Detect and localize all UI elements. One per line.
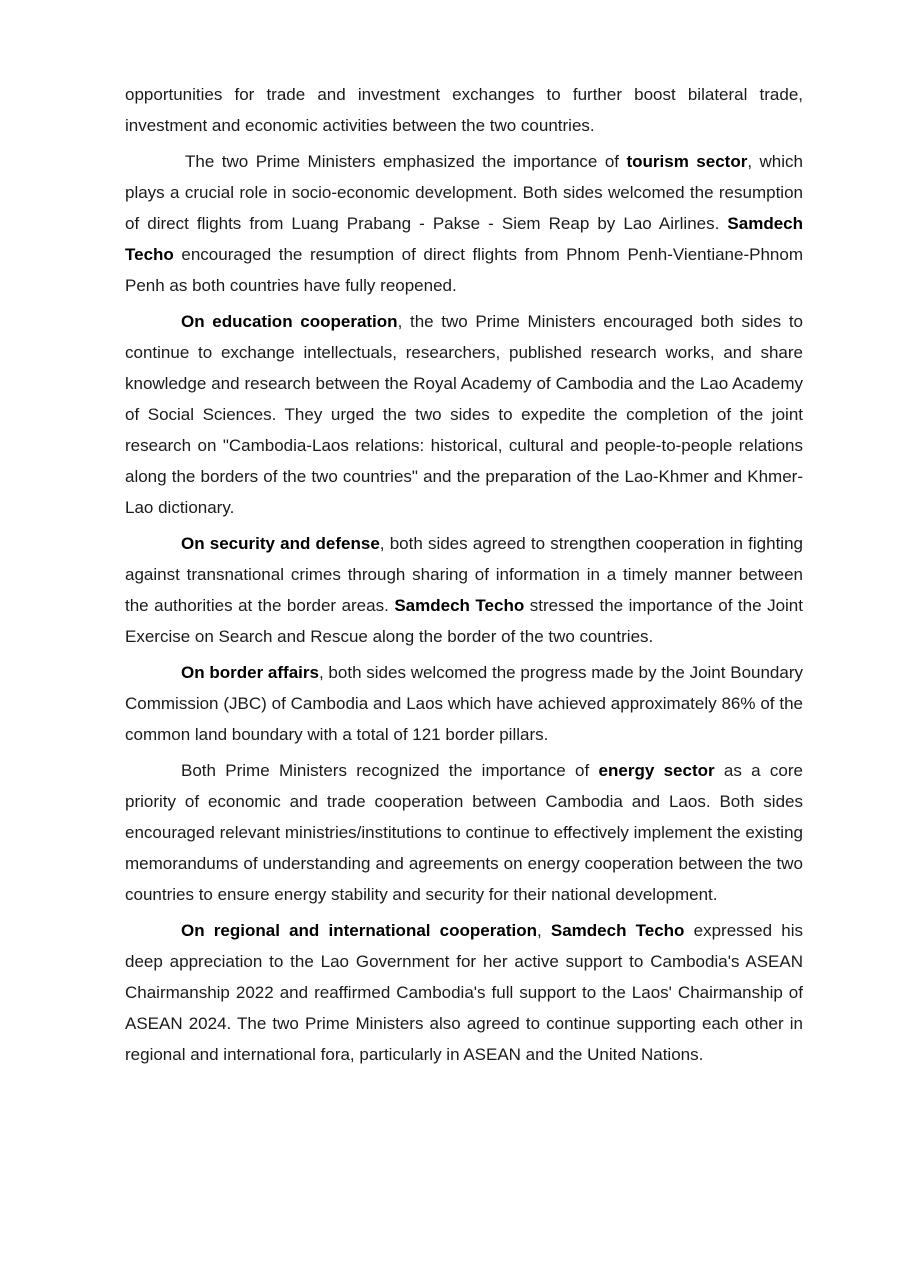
paragraph-border — [125, 657, 803, 750]
bold-phrase-tourism-sector: tourism sector — [626, 152, 748, 171]
bold-phrase-border-affairs: On border affairs — [181, 663, 319, 682]
text-segment: as a core priority of economic and trade cooperation between Cambodia and Laos. Both sides encouraged relevant ministries/institutions to continue to effectively implement the existing memorandums of understanding and agreements on energy cooperation between the two countries to ensure energy stability and security for their national development. — [125, 761, 803, 904]
text-segment: encouraged the resumption of direct flights from Phnom Penh-Vientiane-Phnom Penh as both countries have fully reopened. — [125, 245, 803, 295]
text-segment: , both sides agreed to strengthen cooperation in fighting against transnational crimes through sharing of information in a timely manner between the authorities at the border areas. — [125, 534, 803, 615]
text-segment: opportunities for trade and investment exchanges to further boost bilateral trade, investment and economic activities between the two countries. — [125, 85, 803, 135]
bold-phrase-regional-cooperation: On regional and international cooperation — [181, 921, 537, 940]
bold-phrase-security-defense: On security and defense — [181, 534, 380, 553]
text-segment: The two Prime Ministers emphasized the importance of — [185, 152, 627, 171]
bold-phrase-energy-sector: energy sector — [598, 761, 715, 780]
paragraph-tourism — [125, 146, 803, 301]
bold-phrase-education-cooperation: On education cooperation — [181, 312, 398, 331]
bold-phrase-samdech-techo: Samdech Techo — [394, 596, 525, 615]
text-segment: , the two Prime Ministers encouraged both sides to continue to exchange intellectuals, researchers, published research works, and share knowledge and research between the Royal Academy of Cambodia and the Lao Academy of Social Sciences. They urged the two sides to expedite the completion of the joint research on "Cambodia-Laos relations: historical, cultural and people-to-people relations along the borders of the two countries" and the preparation of the Lao-Khmer and Khmer-Lao dictionary. — [125, 312, 804, 517]
paragraph-energy — [125, 755, 803, 910]
paragraph-security — [125, 528, 803, 652]
paragraph-regional — [125, 915, 803, 1070]
paragraph-education — [125, 306, 803, 523]
text-segment: stressed the importance of the Joint Exercise on Search and Rescue along the border of the two countries. — [125, 596, 803, 646]
bold-phrase-samdech-techo: Samdech Techo — [125, 214, 803, 264]
text-segment: expressed his deep appreciation to the Lao Government for her active support to Cambodia's ASEAN Chairmanship 2022 and reaffirmed Cambodia's full support to the Laos' Chairmanship of ASEAN 2024. The two Prime Ministers also agreed to continue supporting each other in regional and international fora, particularly in ASEAN and the United Nations. — [125, 921, 803, 1064]
document-page — [125, 79, 803, 1075]
text-segment: Both Prime Ministers recognized the importance of — [181, 761, 599, 780]
text-segment: , both sides welcomed the progress made by the Joint Boundary Commission (JBC) of Cambodia and Laos which have achieved approximately 86% of the common land boundary with a total of 121 border pillars. — [125, 663, 804, 744]
paragraph-trade-continuation — [125, 79, 803, 141]
text-segment: , — [536, 921, 551, 940]
bold-phrase-samdech-techo: Samdech Techo — [550, 921, 685, 940]
text-segment: , which plays a crucial role in socio-economic development. Both sides welcomed the resumption of direct flights from Luang Prabang - Pakse - Siem Reap by Lao Airlines. — [125, 152, 803, 233]
